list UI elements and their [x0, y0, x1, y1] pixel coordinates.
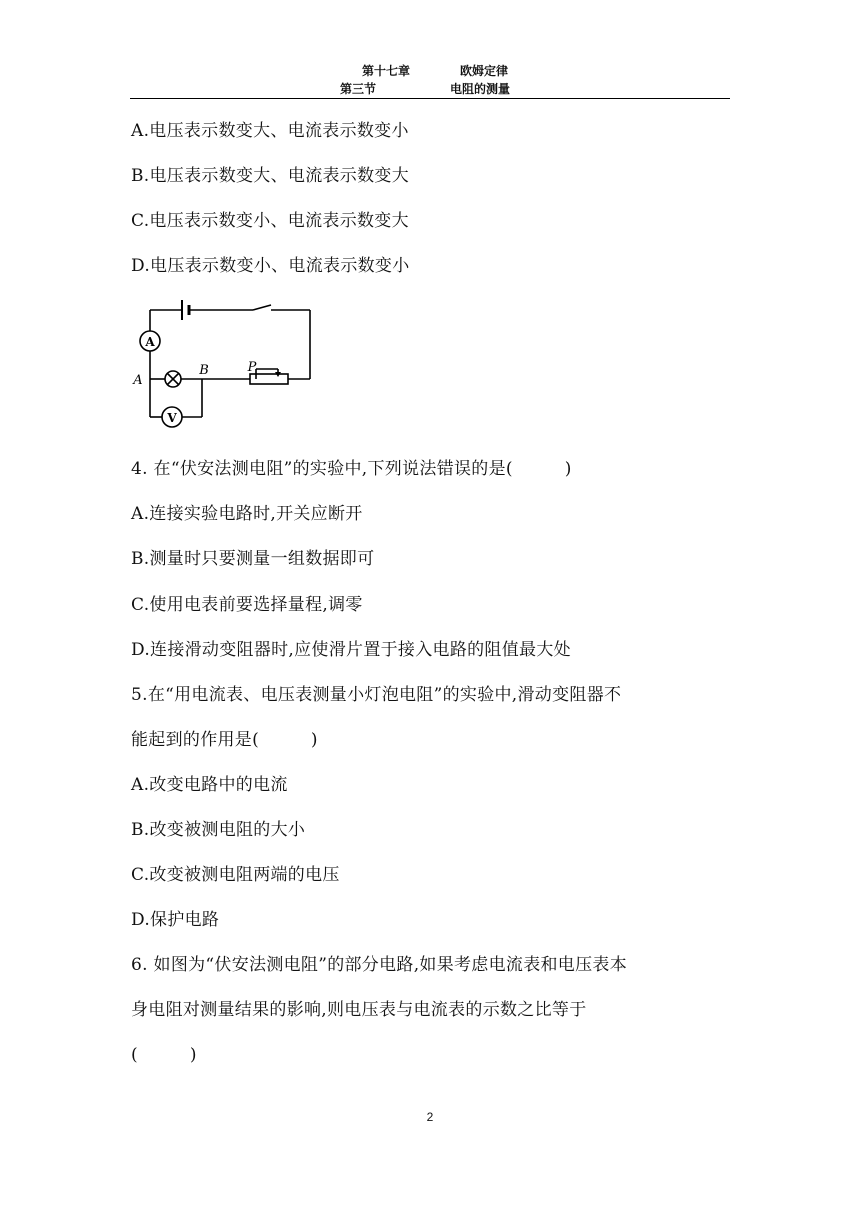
switch-blade — [253, 305, 271, 310]
prev-option-b: B.电压表示数变大、电流表示数变大 — [131, 166, 409, 186]
ammeter-label: A — [145, 335, 155, 349]
q4-option-c: C.使用电表前要选择量程,调零 — [131, 595, 363, 615]
q4-option-b: B.测量时只要测量一组数据即可 — [131, 549, 375, 569]
chapter-number: 第十七章 — [362, 64, 411, 78]
page-number: 2 — [426, 1110, 434, 1124]
q6-stem-line2: 身电阻对测量结果的影响,则电压表与电流表的示数之比等于 — [131, 1000, 587, 1020]
q6-stem-line3: ( ) — [131, 1045, 197, 1065]
point-b-label: B — [199, 363, 209, 378]
voltmeter-label: V — [167, 411, 177, 425]
q5-stem-line2: 能起到的作用是( ) — [131, 730, 318, 750]
slider-p-label: P — [247, 360, 257, 375]
section-title: 电阻的测量 — [450, 82, 511, 96]
prev-option-d: D.电压表示数变小、电流表示数变小 — [131, 256, 410, 276]
point-a-label: A — [133, 373, 143, 388]
prev-option-c: C.电压表示数变小、电流表示数变大 — [131, 211, 409, 231]
q5-option-c: C.改变被测电阻两端的电压 — [131, 865, 340, 885]
q4-option-d: D.连接滑动变阻器时,应使滑片置于接入电路的阻值最大处 — [131, 640, 571, 660]
q5-option-d: D.保护电路 — [131, 910, 220, 930]
q4-stem: 4. 在“伏安法测电阻”的实验中,下列说法错误的是( ) — [131, 459, 572, 479]
page-header — [130, 60, 730, 99]
q4-option-a: A.连接实验电路时,开关应断开 — [131, 504, 363, 524]
chapter-title: 欧姆定律 — [460, 64, 509, 78]
q6-stem-line1: 6. 如图为“伏安法测电阻”的部分电路,如果考虑电流表和电压表本 — [131, 955, 628, 975]
section-number: 第三节 — [340, 82, 377, 96]
q5-option-b: B.改变被测电阻的大小 — [131, 820, 306, 840]
circuit-diagram — [128, 295, 328, 435]
q5-stem-line1: 5.在“用电流表、电压表测量小灯泡电阻”的实验中,滑动变阻器不 — [131, 685, 622, 705]
q5-option-a: A.改变电路中的电流 — [131, 775, 288, 795]
prev-option-a: A.电压表示数变大、电流表示数变小 — [131, 121, 409, 141]
